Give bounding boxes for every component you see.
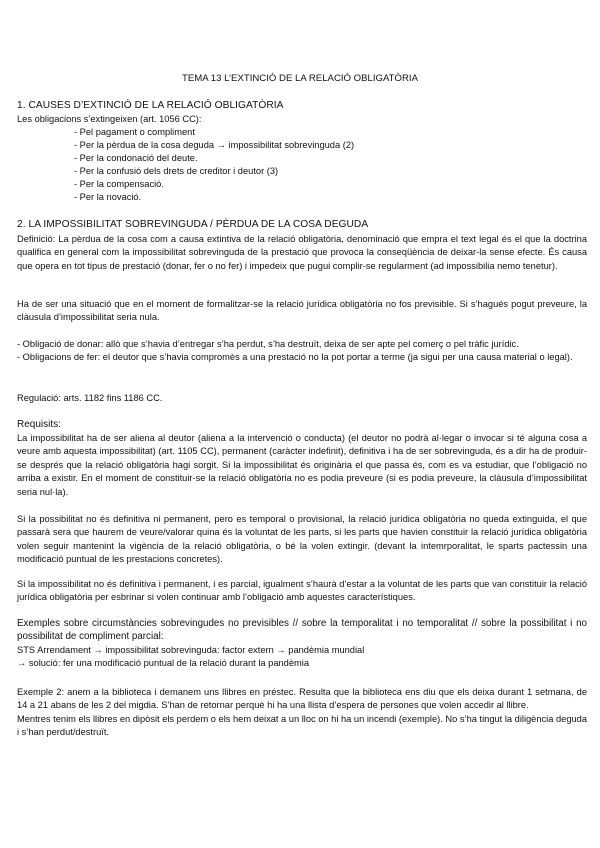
temporal-paragraph bbox=[17, 513, 587, 567]
cause-item: - Pel pagament o compliment bbox=[74, 127, 195, 137]
example-2-followup-text: Mentres tenim els llibres en dipòsit els perdem o els hem deixat a un lloc on hi ha un incendi (exemple). No s’ha tingut la diligència deguda i s’han perdut/destruït. bbox=[17, 713, 588, 738]
requirements-text: La impossibilitat ha de ser aliena al deutor (aliena a la intervenció o conducta) (el deutor no podrà al·legar o invocar si té alguna cosa a veure amb aquesta impossibilitat) (art. 1105 CC), permanent (caràcter indefinit), definitiva i ha de ser sobrevinguda, és a dir ha de produir-se després que la relació obligatòria hagi sorgit. Si la impossibilitat és originària el que passa és, com es va estudiar, que l’obligació no arriba a existir. En el moment de constituir-se la relació obligatòria no es podia preveure (si es podia preveure, la clàusula d’impossibilitat seria nul·la). bbox=[17, 433, 587, 497]
temporal-text: Si la possibilitat no és definitiva ni permanent, pero es temporal o provisional, la relació jurídica obligatòria no queda extinguida, el que passarà sera que haurem de veure/valorar quina és la voluntat de les parts, si les parts que havien constituir la relació jurídica obligatòria volen seguir mantenint la vigència de la relació obligatòria, o bé la volen extingir. (devant la intemrporalitat, le sparts pactessin una modificació puntual de les prestacions concretes). bbox=[17, 514, 587, 565]
cause-item: - Per la compensació. bbox=[74, 179, 164, 189]
obligation-types bbox=[17, 338, 587, 365]
section-1-intro: Les obligacions s’extingeixen (art. 1056 CC): bbox=[17, 114, 202, 124]
regulation-text: Regulació: arts. 1182 fins 1186 CC. bbox=[17, 393, 163, 403]
requirements-paragraph bbox=[17, 432, 587, 499]
partial-paragraph bbox=[17, 578, 587, 605]
definition-text: Definició: La pèrdua de la cosa com a causa extintiva de la relació obligatòria, denominació que empra el text legal és el que la doctrina qualifica en general com la impossibilitat sobrevinguda de la prestació que provoca la conseqüència de deixar-la sense efecte. És causa que opera en tot tipus de prestació (donar, fer o no fer) i impedeix que pugui complir-se regularment (ad impossibilia nemo tenetur). bbox=[17, 234, 587, 271]
foreseeability-text: Ha de ser una situació que en el moment de formalitzar-se la relació jurídica obligatòria no fos previsible. Si s’hagués pogut preveure, la clàusula d’impossibilitat seria nula. bbox=[17, 299, 587, 323]
cause-item: - Per la pèrdua de la cosa deguda → impossibilitat sobrevinguda (2) bbox=[74, 140, 355, 150]
examples-paragraph bbox=[17, 618, 587, 644]
requirements-label: Requisits: bbox=[17, 419, 61, 430]
solution-text: → solució: fer una modificació puntual de la relació durant la pandèmia bbox=[17, 658, 309, 668]
obligation-do-text: - Obligacions de fer: el deutor que s’havia compromès a una prestació no la pot portar a terme (ja sigui per una causa material o legal). bbox=[17, 352, 573, 363]
obligation-give-text: - Obligació de donar: allò que s’havia d’entregar s’ha perdut, s’ha destruït, deixa de ser apte pel comerç o pel tràfic jurídic. bbox=[17, 339, 519, 349]
definition-paragraph bbox=[17, 233, 587, 273]
sts-text: STS Arrendament → impossibilitat sobrevinguda: factor extern → pandèmia mundial bbox=[17, 645, 365, 655]
partial-text: Si la impossibilitat no és definitiva i permanent, i es parcial, igualment s’haurà d’estar a la voluntat de les parts que van constituir la relació jurídica obligatòria per esbrinar si volen continuar amb l’obligació amb aquestes característiques. bbox=[17, 579, 587, 603]
section-1-heading: 1. CAUSES D’EXTINCIÓ DE LA RELACIÓ OBLIGATÒRIA bbox=[17, 100, 284, 111]
example-2-text: Exemple 2: anem a la biblioteca i demanem uns llibres en préstec. Resulta que la biblioteca ens diu que els deixa durant 1 setmana, de 14 a 21 abans de les 2 del migdia. S’han de retornar perquè hi ha una llista d’espera de persones que volen accedir al llibre. bbox=[17, 687, 587, 711]
section-2-heading: 2. LA IMPOSSIBILITAT SOBREVINGUDA / PÈRDUA DE LA COSA DEGUDA bbox=[17, 219, 369, 230]
cause-item: - Per la novació. bbox=[74, 192, 142, 202]
example-2-paragraph bbox=[17, 686, 587, 740]
document-title: TEMA 13 L’EXTINCIÓ DE LA RELACIÓ OBLIGATÒRIA bbox=[181, 73, 418, 84]
examples-text: Exemples sobre circumstàncies sobrevingudes no previsibles // sobre la temporalitat i no temporalitat // sobre la possibilitat i no possibilitat de compliment parcial: bbox=[17, 618, 587, 642]
cause-item: - Per la condonació del deute. bbox=[74, 153, 198, 163]
cause-item: - Per la confusió dels drets de creditor i deutor (3) bbox=[74, 166, 279, 176]
foreseeability-paragraph bbox=[17, 298, 587, 325]
